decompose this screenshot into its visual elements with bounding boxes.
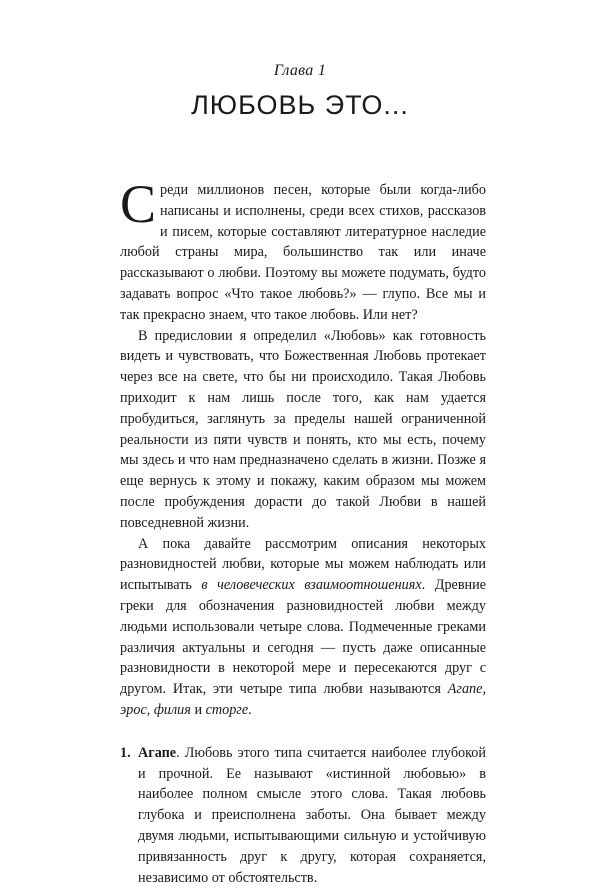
paragraph-1-text: реди миллионов песен, которые были когда-либо написаны и исполнены, среди всех стихов, рассказов и писем, которые составляют литературное наследие любой страны мира, большинство так или иначе рассказывают о любви. Поэтому вы можете подумать, будто задавать вопрос «Что такое любовь?» — глупо. Все мы и так прекрасно знаем, что такое любовь. Или нет? (120, 182, 486, 323)
paragraph-3-text-c: и (190, 701, 206, 718)
list-item (120, 743, 486, 888)
paragraph-3-text-d: . (248, 701, 252, 718)
paragraph-3-emphasis-c: сторге (205, 701, 249, 718)
paragraph-3-emphasis-b: Агапе, эрос, филия (120, 681, 486, 718)
paragraph-3-text-b: . Древние греки для обозначения разновидностей любви между людьми использовали четыре слова. Подмеченные греками различия актуальны и сегодня — пусть даже описанные разновидности в некоторой мере и пересекаются друг с другом. Итак, эти четыре типа любви называются (120, 577, 487, 698)
chapter-label: Глава 1 (273, 62, 327, 79)
list-item-number: 1. (120, 744, 131, 761)
paragraph-3 (120, 534, 486, 721)
love-types-list (120, 743, 486, 888)
chapter-title: ЛЮБОВЬ ЭТО... (191, 90, 409, 120)
list-item-text: . Любовь этого типа считается наиболее глубокой и прочной. Ее называют «истинной любовью» в наиболее полном смысле этого слова. Такая любовь глубока и преисполнена заботы. Она бывает между двумя людьми, испытывающими сильную и устойчивую привязанность друг к другу, которая сохраняется, независимо от обстоятельств. (138, 744, 486, 886)
chapter-body (120, 174, 487, 888)
paragraph-1 (120, 174, 486, 326)
paragraph-3-emphasis-a: в человеческих взаимоотношениях (201, 577, 422, 594)
list-item-term: Агапе (138, 744, 177, 761)
paragraph-3-text-a: А пока давайте рассмотрим описания некоторых разновидностей любви, которые мы можем наблюдать или испытывать (120, 535, 486, 594)
drop-cap: С (120, 174, 157, 234)
paragraph-2: В предисловии я определил «Любовь» как готовность видеть и чувствовать, что Божественная Любовь протекает через все на свете, что бы ни происходило. Такая Любовь приходит к нам лишь после того, как нам удается пробудиться, заглянуть за пределы нашей ограниченной реальности из пяти чувств и понять, кто мы есть, почему мы здесь и что нам предназначено сделать в жизни. Позже я еще вернусь к этому и покажу, каким образом мы можем после пробуждения дорасти до такой Любви в нашей повседневной жизни. (120, 327, 486, 531)
